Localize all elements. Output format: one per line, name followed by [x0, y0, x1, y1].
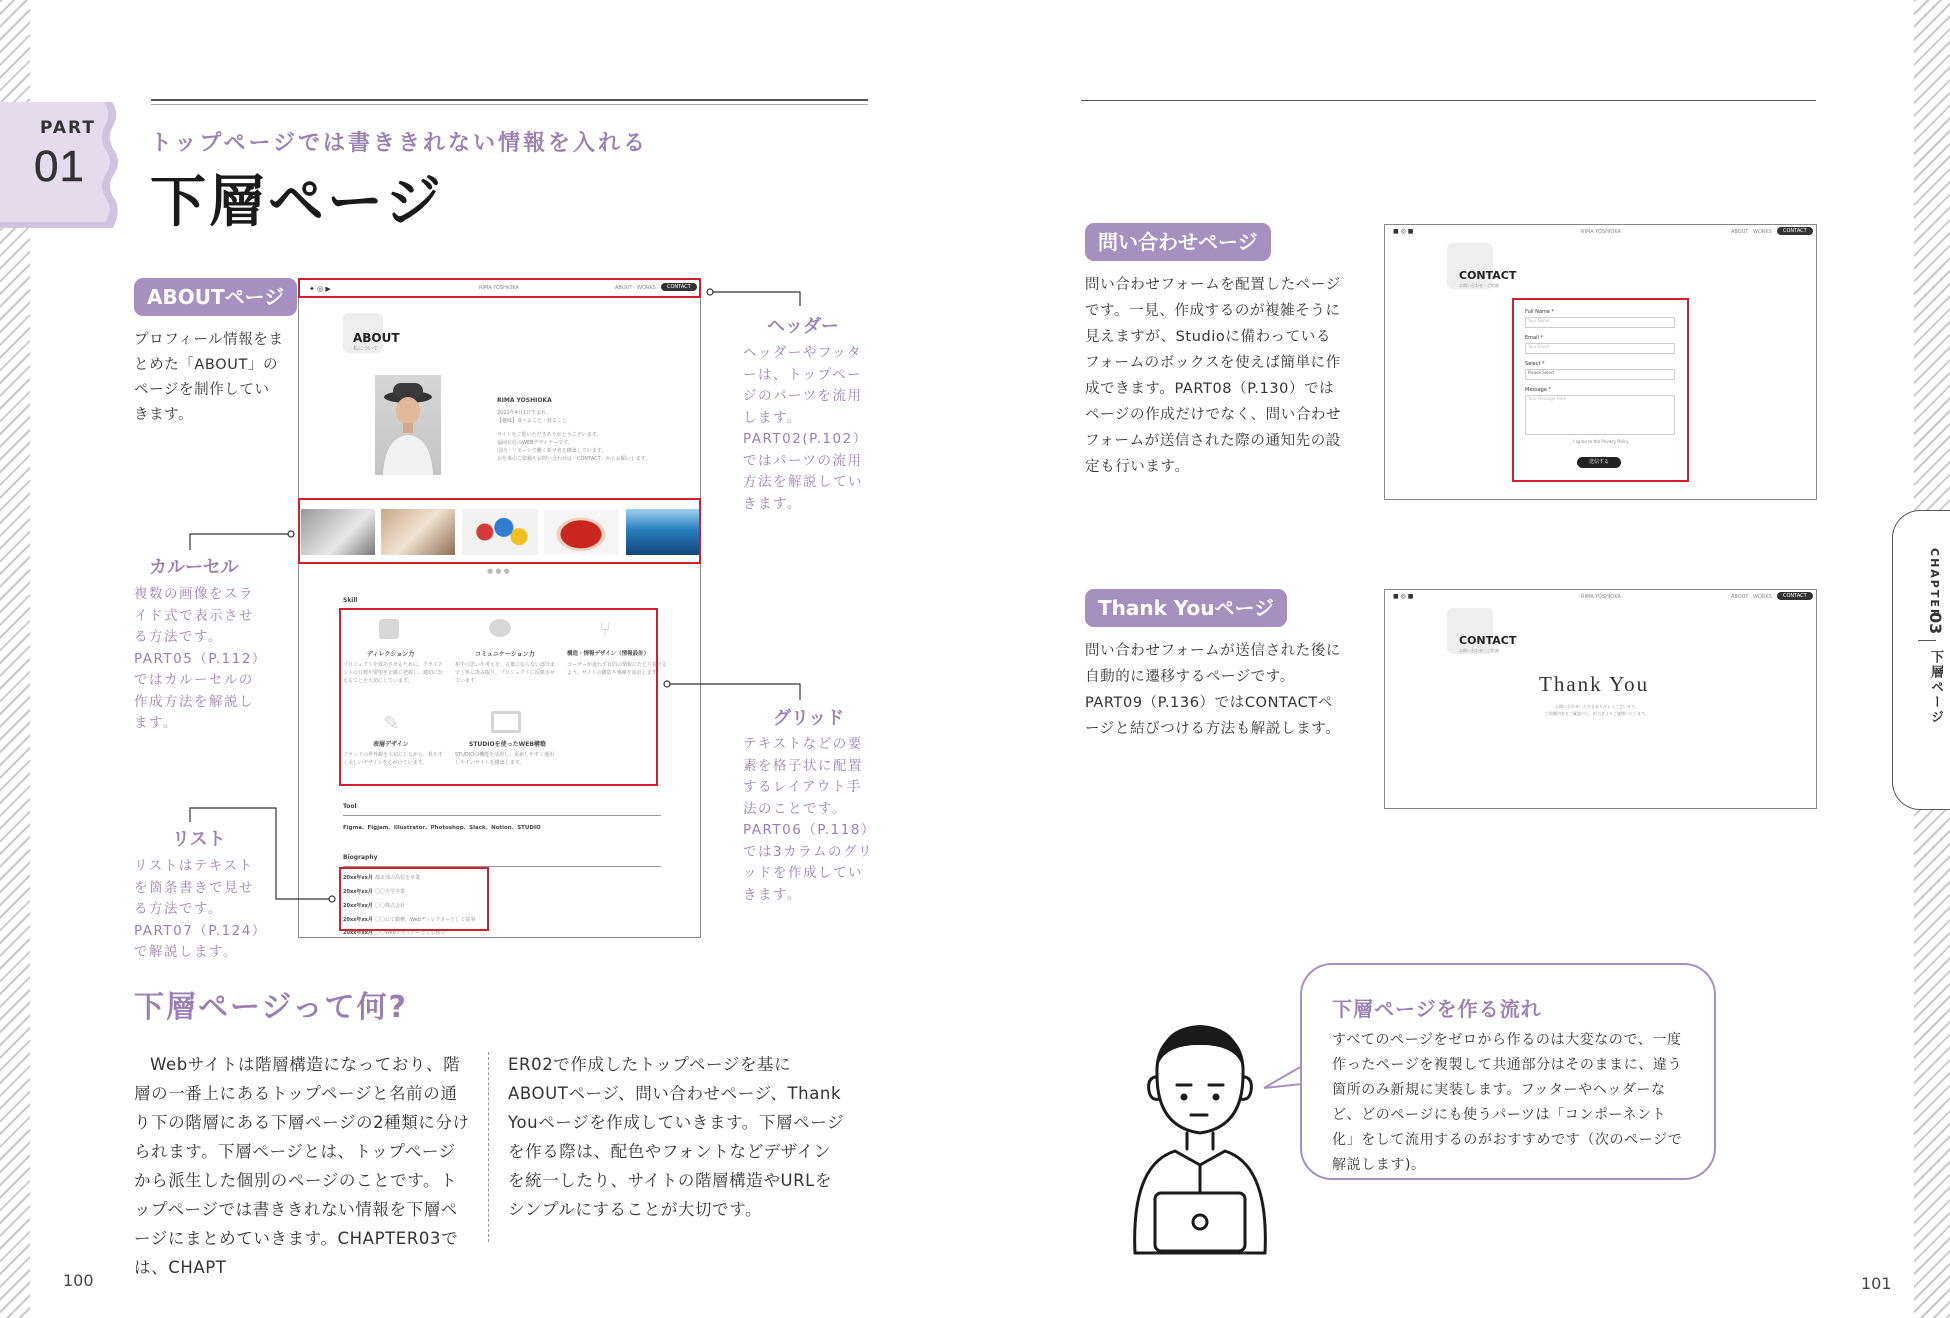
person-with-laptop-illustration	[1115, 1015, 1285, 1255]
skill-name-2: コミュニケーション力	[475, 651, 535, 658]
profile-name: RIMA YOSHIOKA	[497, 397, 552, 404]
mock-heading: ABOUT	[353, 331, 400, 345]
skill-text-5: STUDIOの機能を活用し、更新しやすく運用しやすいサイトを構築します。	[455, 752, 555, 766]
field-label-name: Full Name *	[1525, 309, 1554, 315]
contact-heading: CONTACT	[1459, 269, 1517, 282]
part-label: PART	[40, 118, 96, 138]
thanks-pill: Thank Youページ	[1085, 589, 1287, 627]
highlight-form	[1512, 298, 1689, 482]
profile-line-5: 福岡在住のWEBデザイナーです。	[497, 440, 573, 446]
profile-line-6: 国内・リモートで働く新卒者を構築しています。	[497, 448, 607, 454]
profile-line-4: サイトをご覧いただきありがとうございます。	[497, 432, 602, 438]
header-annotation-text: ヘッダーやフッターは、トップページのパーツを流用します。PART02(P.102）ではパーツの流用方法を解説していきます。	[743, 345, 868, 512]
mock-thanks-nav-works: WORKS	[1753, 594, 1772, 600]
branch-icon: ⑂	[599, 617, 611, 641]
header-annotation-title: ヘッダー	[767, 316, 839, 337]
what-title: 下層ページって何?	[134, 990, 408, 1025]
profile-line-1: 2021年4月1日生まれ。	[497, 410, 552, 416]
skill-title: Skill	[343, 597, 358, 604]
contact-heading-sub: お問い合わせ・ご依頼	[1459, 283, 1499, 288]
carousel-annotation-text: 複数の画像をスライド式で表示させる方法です。PART05（P.112）ではカルーセルの作成方法を解説します。	[134, 586, 261, 731]
what-column-2: ER02で作成したトップページを基にABOUTページ、問い合わせページ、Thank Youページを作成していきます。下層ページを作る際は、配色やフォントなどデザインを統一したり、サイトの階層構造やURLをシンプルにすることが大切です。	[508, 1055, 845, 1219]
skill-text-1: プロジェクトを成功させるために、クライアントの目標や要望を正確に把握し、適切に伝えることを大切にしています。	[343, 662, 444, 684]
thanks-page-mock	[1384, 589, 1817, 809]
grid-annotation-text: テキストなどの要素を格子状に配置するレイアウト手法のことです。PART06（P.118）では3カラムのグリッドを作成していきます。	[743, 736, 873, 903]
about-description: プロフィール情報をまとめた「ABOUT」のページを制作していきます。	[134, 332, 284, 423]
name-input[interactable]: Your Name	[1525, 317, 1675, 328]
bio-text-5: 〇〇Webデザイナーとして独立	[375, 930, 446, 936]
bio-date-3: 20xx年xx月	[343, 903, 373, 909]
speech-tail	[1262, 1060, 1312, 1094]
mock-site-name: RIMA YOSHIOKA	[479, 285, 519, 291]
submit-button[interactable]: 送信する	[1577, 457, 1621, 468]
bio-text-3: 〇〇株式会社	[375, 903, 406, 909]
thanks-line-2: ご依頼内容をご確認の上、担当者よりご連絡いたします。	[1545, 711, 1649, 716]
select-input[interactable]: Please Select	[1525, 369, 1675, 380]
privacy-checkbox-label[interactable]: I agree to the Privacy Policy	[1573, 439, 1629, 444]
mock-thanks-nav-contact: CONTACT	[1777, 592, 1813, 600]
profile-line-7: お仕事のご依頼やお問い合わせは「CONTACT」からお願いします。	[497, 456, 651, 462]
flow-title: 下層ページを作る流れ	[1332, 997, 1542, 1021]
thanks-heading: CONTACT	[1459, 634, 1517, 647]
about-pill: ABOUTページ	[134, 278, 297, 316]
list-annotation-text: リストはテキストを箇条書きで見せる方法です。PART07（P.124）で解説します。	[134, 858, 261, 960]
skill-text-4: ブランドの世界観を大切にしながら、見やすく美しいデザインを心がけています。	[343, 752, 444, 766]
bio-title: Biography	[343, 854, 378, 861]
mock-nav-about: ABOUT	[615, 285, 633, 291]
thanks-heading-sub: お問い合わせ・ご依頼	[1459, 648, 1499, 653]
skill-text-2: 相手の思いや考えを、言葉にならない部分まで丁寧に汲み取り、プロジェクトに反映させています。	[455, 662, 556, 684]
thank-you-text: Thank You	[1539, 672, 1650, 696]
skill-name-1: ディレクション力	[367, 651, 415, 658]
grid-annotation-title: グリッド	[773, 708, 845, 729]
mock-contact-header-icons: ■ ◎ ■	[1393, 228, 1414, 235]
flow-text: すべてのページをゼロから作るのは大変なので、一度作ったページを複製して共通部分はそのままに、違う箇所のみ新規に実装します。フッターやヘッダーなど、どのページにも使うパーツは「コンポーネント化」をして流用するのがおすすめです（次のページで解説します)。	[1332, 1032, 1683, 1173]
message-textarea[interactable]: Your Message Here	[1525, 395, 1675, 435]
mock-contact-nav-works: WORKS	[1753, 229, 1772, 235]
mock-contact-site-name: RIMA YOSHIOKA	[1581, 229, 1621, 235]
contact-description: 問い合わせフォームを配置したページです。一見、作成するのが複雑そうに見えますが、Studioに備わっているフォームのボックスを使えば簡単に作成できます。PART08（P.130）ではページの作成だけでなく、問い合わせフォームが送信された際の通知先の設定も行います。	[1085, 277, 1342, 475]
list-annotation-title: リスト	[172, 829, 226, 850]
mock-nav-works: WORKS	[637, 285, 656, 291]
thanks-description: 問い合わせフォームが送信された後に自動的に遷移するページです。PART09（P.136）ではCONTACTページと結びつける方法も解説します。	[1085, 643, 1341, 737]
side-tab-number: 03	[1926, 612, 1945, 635]
skill-name-4: 表層デザイン	[373, 741, 409, 748]
field-label-email: Email *	[1525, 335, 1543, 341]
brush-icon: ✎	[383, 711, 400, 735]
carousel-dots: ● ● ●	[487, 567, 510, 575]
page-number-left: 100	[63, 1271, 94, 1290]
bio-text-4: 〇〇にて勤務、Webディレクターとして従事	[375, 917, 476, 923]
column-divider	[488, 1052, 489, 1242]
bio-date-1: 20xx年xx月	[343, 875, 373, 881]
tool-list: Figma、Figjam、Illustrator、Photoshop、Slack、Notion、STUDIO	[343, 825, 541, 831]
what-column-1: Webサイトは階層構造になっており、階層の一番上にあるトップページと名前の通り下の階層にある下層ページの2種類に分けられます。下層ページとは、トップページから派生した個別のページのことです。トップページでは書ききれない情報を下層ページにまとめていきます。CHAPTER03では、CHAPT	[134, 1055, 470, 1277]
skill-name-3: 構造・情報デザイン（情報設計）	[567, 651, 650, 657]
mock-contact-nav-about: ABOUT	[1731, 229, 1749, 235]
part-number: 01	[34, 142, 85, 191]
bio-date-5: 20xx年xx月	[343, 930, 373, 936]
mock-contact-nav-contact: CONTACT	[1777, 227, 1813, 235]
carousel-annotation-title: カルーセル	[149, 557, 239, 578]
bio-date-2: 20xx年xx月	[343, 889, 373, 895]
email-input[interactable]: Your Email	[1525, 343, 1675, 354]
page-number-right: 101	[1861, 1274, 1892, 1293]
mock-thanks-site-name: RIMA YOSHIOKA	[1581, 594, 1621, 600]
page-title: 下層ページ	[150, 170, 444, 235]
skill-text-3: ユーザーが迷わず目的の情報にたどり着けるよう、サイトの構造や導線を設計します。	[567, 662, 668, 676]
side-tab-chapter: CHAPTER	[1928, 548, 1941, 620]
field-label-message: Message *	[1525, 387, 1552, 393]
bio-date-4: 20xx年xx月	[343, 917, 373, 923]
mock-thanks-nav-about: ABOUT	[1731, 594, 1749, 600]
side-tab-divider	[1918, 640, 1936, 641]
thanks-line-1: お問い合わせいただきありがとうございます。	[1555, 704, 1639, 709]
tool-title: Tool	[343, 803, 357, 810]
bio-text-1: 都市部の高校を卒業	[375, 875, 421, 881]
page-subtitle: トップページでは書ききれない情報を入れる	[150, 131, 649, 156]
mock-nav-contact: CONTACT	[661, 283, 697, 291]
mock-header-icons: ✦ ◎ ▶	[309, 285, 331, 293]
contact-pill: 問い合わせページ	[1085, 223, 1271, 261]
skill-name-5: STUDIOを使ったWEB構築	[469, 741, 546, 748]
side-tab-title: 下層ページ	[1928, 650, 1943, 725]
mock-thanks-header-icons: ■ ◎ ■	[1393, 593, 1414, 600]
field-label-select: Select *	[1525, 361, 1545, 367]
mock-heading-sub: 私について	[353, 346, 378, 352]
profile-line-2: 【趣味】食べること・寝ること	[497, 418, 568, 424]
bio-text-2: 〇〇大学卒業	[375, 889, 406, 895]
